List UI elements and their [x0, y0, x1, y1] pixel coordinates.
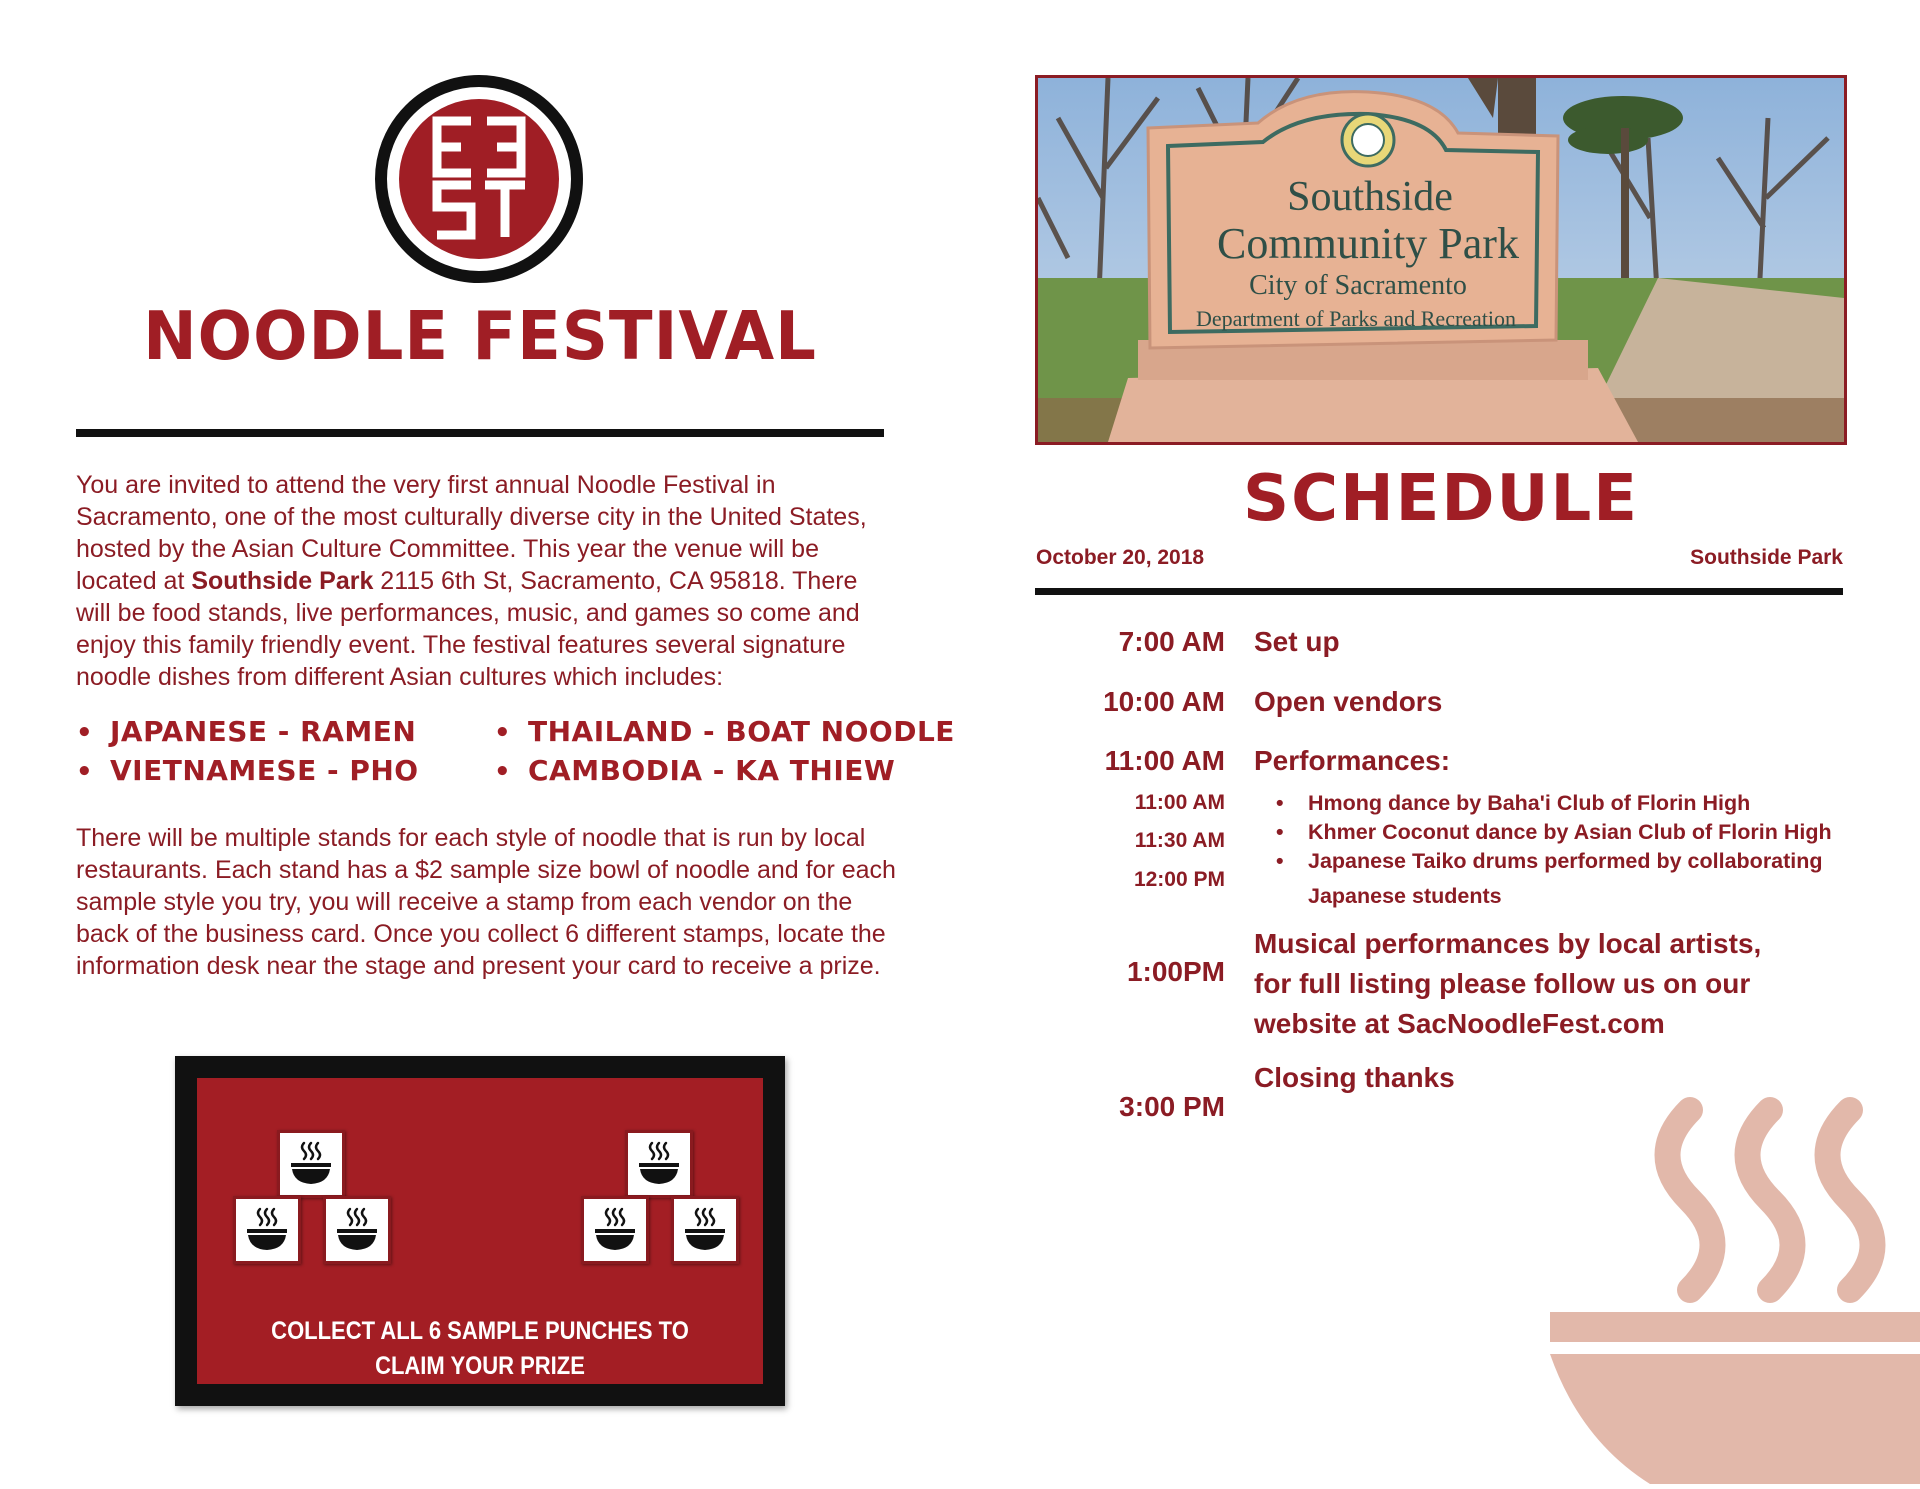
- stamp-card-line2: CLAIM YOUR PRIZE: [375, 1352, 585, 1380]
- intro-paragraph: [76, 469, 896, 693]
- list-item: • THAILAND - BOAT NOODLE: [494, 715, 955, 748]
- festival-title: NOODLE FESTIVAL: [143, 298, 817, 376]
- musical-line3: website at SacNoodleFest.com: [1254, 1008, 1665, 1039]
- noodle-bowl-icon: [323, 1196, 391, 1264]
- list-item: • VIETNAMESE - PHO: [76, 754, 419, 787]
- schedule-time: 10:00 AM: [1103, 686, 1225, 717]
- steaming-bowl-icon: [1540, 1080, 1920, 1484]
- schedule-activity: Open vendors: [1254, 686, 1443, 717]
- sign-text-city: City of Sacramento: [1249, 270, 1467, 301]
- noodle-bowl-icon: [625, 1130, 693, 1198]
- musical-line2: for full listing please follow us on our: [1254, 968, 1751, 999]
- performance-item: • Hmong dance by Baha'i Club of Florin High: [1276, 791, 1751, 815]
- performance-time: 11:00 AM: [1134, 791, 1225, 814]
- right-divider: [1035, 588, 1843, 595]
- performance-item: • Japanese Taiko drums performed by collaborating: [1276, 849, 1823, 873]
- noodle-list: [76, 715, 955, 799]
- event-location: Southside Park: [1690, 546, 1843, 569]
- intro-text-before: You are invited to attend the very first annual Noodle Festival in Sacramento, one of the most culturally diverse city in the United States, hosted by the Asian Culture Committee. This year the venue will be located at: [76, 471, 867, 595]
- stamp-card-line1: COLLECT ALL 6 SAMPLE PUNCHES TO: [271, 1317, 689, 1345]
- sign-text-community-park: Community Park: [1217, 219, 1519, 268]
- left-divider: [76, 429, 884, 437]
- noodle-bowl-icon: [233, 1196, 301, 1264]
- schedule-title: SCHEDULE: [1243, 462, 1639, 536]
- venue-name: Southside Park: [191, 567, 374, 595]
- list-item: • CAMBODIA - KA THIEW: [494, 754, 896, 787]
- musical-line1: Musical performances by local artists,: [1254, 928, 1762, 959]
- schedule-activity: Performances:: [1254, 745, 1451, 776]
- schedule-time: 7:00 AM: [1118, 626, 1225, 657]
- schedule-time: 1:00PM: [1126, 956, 1225, 987]
- schedule-activity: Set up: [1254, 626, 1340, 657]
- schedule-time: 3:00 PM: [1119, 1091, 1225, 1122]
- stamp-card-caption: [231, 1314, 729, 1384]
- logo-emblem-icon: [375, 75, 583, 283]
- noodle-bowl-icon: [581, 1196, 649, 1264]
- performance-item-continuation: Japanese students: [1308, 884, 1502, 908]
- park-sign-photo: [1035, 75, 1847, 445]
- sign-text-southside: Southside: [1287, 174, 1453, 220]
- performance-time: 11:30 AM: [1134, 829, 1225, 852]
- schedule-activity: Closing thanks: [1254, 1062, 1455, 1093]
- list-item: • JAPANESE - RAMEN: [76, 715, 417, 748]
- stands-paragraph: There will be multiple stands for each style of noodle that is run by local restaurants. Each stand has a $2 sample size bowl of noodle and for each sample style you try, you will receive a stamp from each vendor on the back of the business card. Once you collect 6 different stamps, locate the information desk near the stage and present your card to receive a prize.: [76, 824, 896, 980]
- noodle-bowl-icon: [671, 1196, 739, 1264]
- sign-text-department: Department of Parks and Recreation: [1195, 306, 1517, 331]
- stamp-card: [175, 1056, 785, 1406]
- performance-time: 12:00 PM: [1133, 868, 1225, 891]
- noodle-festival-logo: [375, 75, 583, 283]
- schedule-time: 11:00 AM: [1104, 745, 1225, 776]
- stamp-card-face: [197, 1078, 763, 1384]
- event-date: October 20, 2018: [1036, 546, 1205, 569]
- performance-item: • Khmer Coconut dance by Asian Club of Florin High: [1276, 820, 1832, 844]
- noodle-bowl-icon: [277, 1130, 345, 1198]
- intro-text-after: 2115 6th St, Sacramento, CA 95818. There will be food stands, live performances, music, and games so come and enjoy this family friendly event. The festival features several signature noodle dishes from different Asian cultures which includes:: [76, 567, 860, 691]
- musical-performances: [1254, 924, 1854, 1044]
